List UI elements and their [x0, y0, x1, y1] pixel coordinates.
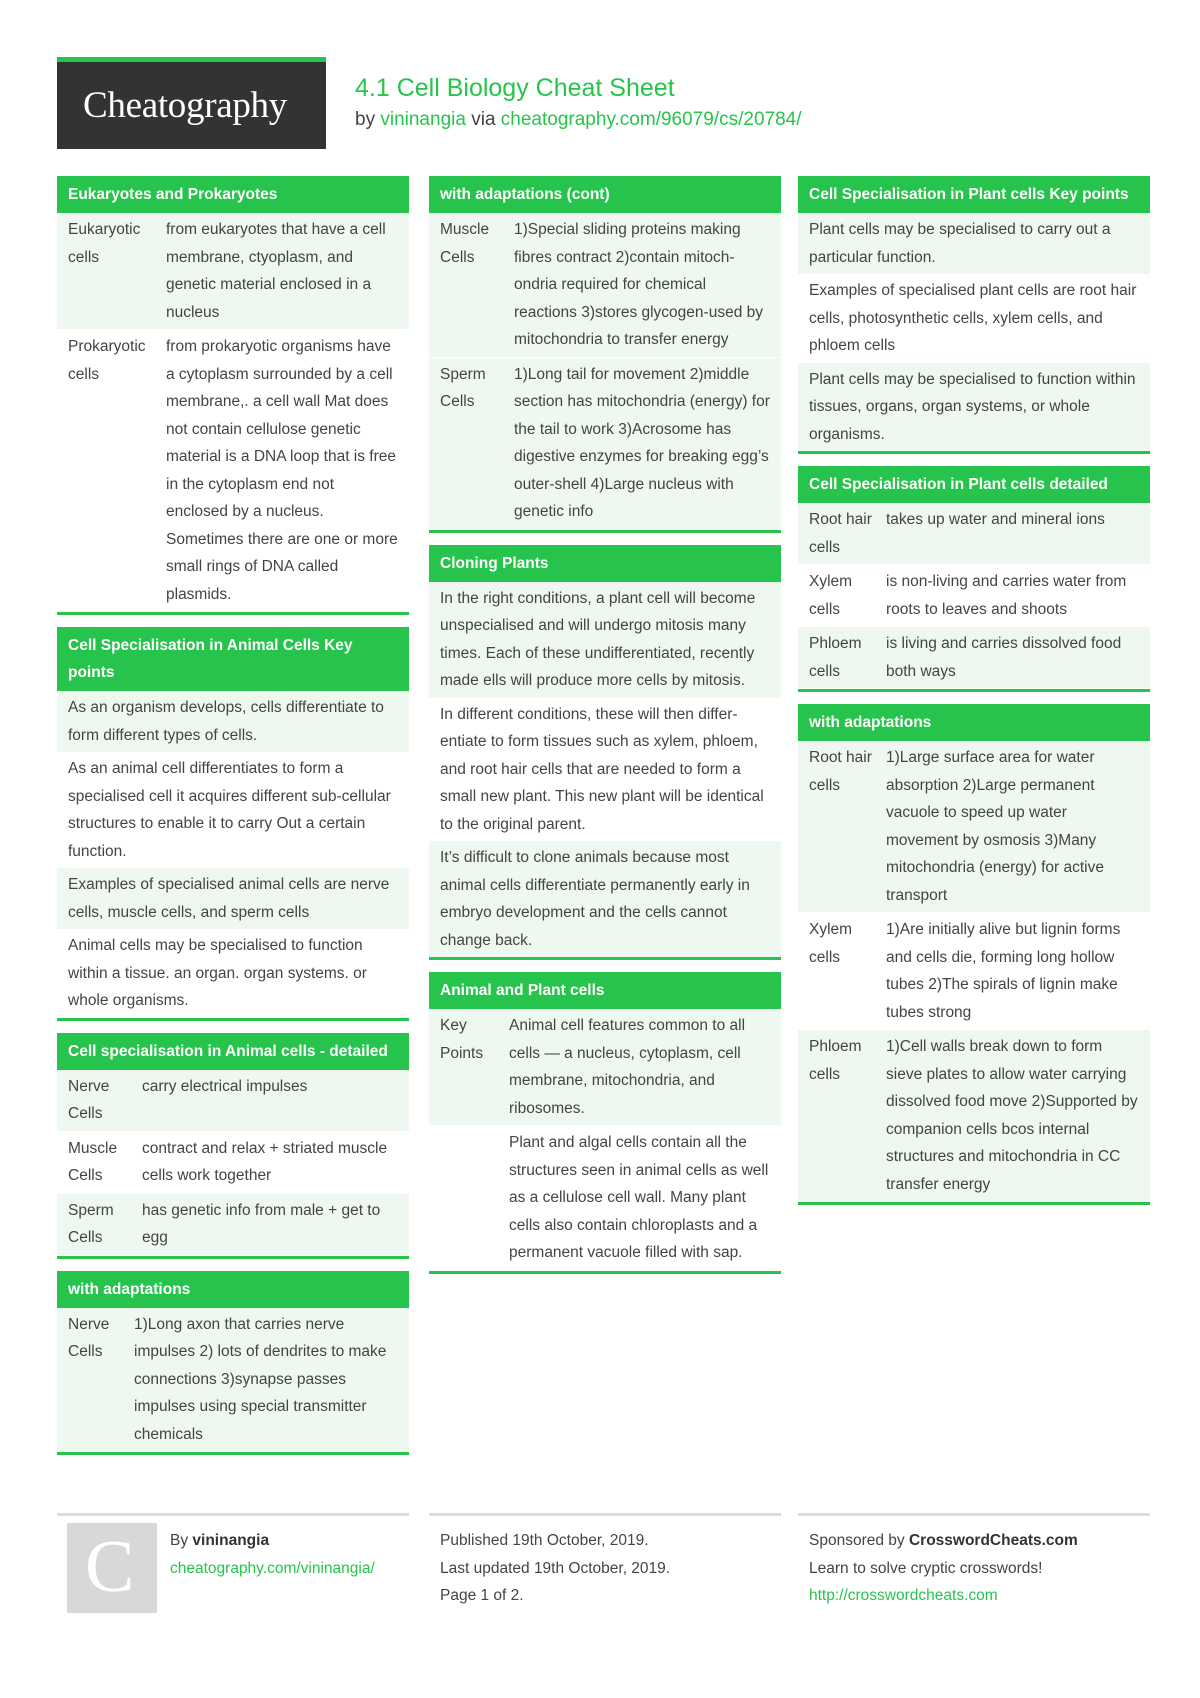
row-key — [440, 1129, 509, 1267]
row-key: Muscle Cells — [440, 221, 490, 266]
list-item: It’s difficult to clone animals because most animal cells differentiate permanently early in embryo development and the cells cannot change back. — [429, 841, 781, 957]
list-item: Examples of specialised plant cells are root hair cells, photosynthetic cells, xylem cells, and phloem cells — [809, 282, 1137, 354]
row-value: 1)Long axon that carries nerve impulses 2) lots of dendrites to make connections 3)synapse passes impulses using special transmitter chemicals — [134, 1315, 387, 1443]
row-value: 1)Large surface area for water absorption 2)Large permanent vacuole to speed up water movement by osmosis 3)Many mitochondria (energy) for active transport — [886, 749, 1104, 904]
sheet-url-link[interactable]: cheatography.com/96079/cs/20784/ — [500, 109, 802, 130]
table-row — [57, 330, 409, 612]
page-title: 4.1 Cell Biology Cheat Sheet — [355, 74, 675, 102]
row-key: Nerve Cells — [68, 1315, 110, 1360]
table-row — [798, 913, 1150, 1030]
table-row — [57, 1194, 409, 1256]
row-value: carry electrical impulses — [142, 1077, 308, 1095]
section-title: with adaptations — [798, 704, 1150, 741]
section-title: Animal and Plant cells — [429, 972, 781, 1009]
byline-via: via — [471, 109, 496, 130]
row-key: Root hair cells — [809, 511, 872, 556]
row-key: Eukaryotic cells — [68, 221, 141, 266]
table-row — [57, 213, 409, 330]
table-row — [57, 1132, 409, 1194]
section-plant-key-points — [798, 176, 1150, 454]
table-row — [429, 1009, 781, 1126]
sponsor-tagline: Learn to solve cryptic crosswords! — [809, 1559, 1043, 1577]
section-eukaryotes-prokaryotes — [57, 176, 409, 615]
list-item: Examples of specialised animal cells are nerve cells, muscle cells, and sperm cells — [57, 868, 409, 929]
sponsor-link[interactable]: http://crosswordcheats.com — [809, 1587, 998, 1604]
logo-text: Cheatography — [83, 85, 287, 126]
footer-divider — [429, 1513, 781, 1516]
list-item: Plant cells may be specialised to carry out a particular function. — [798, 213, 1150, 274]
row-key: Muscle Cells — [68, 1139, 118, 1184]
section-plant-detailed — [798, 466, 1150, 692]
section-title: Cell Specialisation in Plant cells Key points — [798, 176, 1150, 213]
column-2 — [429, 176, 781, 1286]
table-row — [429, 213, 781, 358]
list-item: In the right conditions, a plant cell will become unspecialised and will undergo mitosis many times. Each of these undifferentiated, recently made ells will produce more cells by mitosis. — [429, 582, 781, 698]
footer-by: By — [170, 1532, 189, 1549]
list-item: As an organism develops, cells differentiate to form different types of cells. — [57, 691, 409, 752]
sponsored-by: Sponsored by — [809, 1532, 905, 1549]
footer-sponsor — [809, 1527, 1078, 1610]
section-animal-key-points — [57, 627, 409, 1021]
row-value: is living and carries dissolved food both ways — [886, 635, 1122, 680]
list-item: As an animal cell differentiates to form a specialised cell it acquires different sub-cellular structures to enable it to carry Out a certain function. — [68, 760, 391, 860]
site-logo[interactable] — [57, 57, 326, 149]
section-animal-adaptations — [57, 1271, 409, 1456]
author-avatar[interactable] — [67, 1523, 157, 1613]
column-3 — [798, 176, 1150, 1217]
section-title: with adaptations (cont) — [429, 176, 781, 213]
row-key: Root hair cells — [809, 749, 872, 794]
sponsor-name: CrosswordCheats.com — [908, 1532, 1078, 1549]
row-value: has genetic info from male + get to egg — [142, 1201, 381, 1246]
list-item: Animal cells may be specialised to function within a tissue. an organ. organ systems. or whole organisms. — [68, 937, 367, 1009]
table-row — [57, 1070, 409, 1132]
table-row — [798, 1030, 1150, 1202]
row-key: Xylem cells — [809, 921, 853, 966]
row-key: Nerve Cells — [68, 1077, 110, 1122]
row-value: contract and relax + striated muscle cells work together — [142, 1139, 388, 1184]
row-key: Key Points — [440, 1017, 484, 1062]
row-value: 1)Special sliding proteins making fibres contract 2)contain mitochondria required for chemical reactions 3)stores glycogen-used by mitochondria to transfer energy — [514, 221, 763, 348]
footer-author-link[interactable]: cheatography.com/vininangia/ — [170, 1559, 375, 1577]
row-key: Prokaryotic cells — [68, 338, 146, 383]
section-title: Cell Specialisation in Plant cells detailed — [798, 466, 1150, 503]
row-value: is non-living and carries water from roots to leaves and shoots — [886, 573, 1127, 618]
footer-divider — [57, 1513, 409, 1516]
section-title: Cell Specialisation in Animal Cells Key points — [57, 627, 409, 691]
row-value: takes up water and mineral ions — [886, 511, 1105, 528]
row-key: Sperm Cells — [68, 1201, 114, 1246]
section-title: with adaptations — [57, 1271, 409, 1308]
row-key: Phloem cells — [809, 635, 862, 680]
row-value: 1)Are initially alive but lignin forms and cells die, forming long hollow tubes 2)The spirals of lignin make tubes strong — [886, 921, 1121, 1021]
section-plant-adaptations — [798, 704, 1150, 1205]
row-value: from prokaryotic organisms have a cytoplasm surrounded by a cell membrane,. a cell wall Mat does not contain cellulose genetic material is a DNA loop that is free in the cytoplasm end not enclosed by a nucleus. Sometimes there are one or more small rings of DNA called plasmids. — [166, 338, 398, 603]
list-item: In different conditions, these will then differentiate to form tissues such as xylem, phloem, and root hair cells that are needed to form a small new plant. This new plant will be identical to the original parent. — [440, 705, 764, 833]
row-value: Plant and algal cells contain all the structures seen in animal cells as well as a cellulose cell wall. Many plant cells also contain chloroplasts and a permanent vacuole filled with sap. — [509, 1134, 769, 1261]
section-animal-detailed — [57, 1033, 409, 1259]
table-row — [798, 741, 1150, 913]
row-key: Phloem cells — [809, 1038, 862, 1083]
section-title: Cloning Plants — [429, 545, 781, 582]
column-1 — [57, 176, 409, 1467]
updated-date: Last updated 19th October, 2019. — [440, 1559, 671, 1577]
list-item: Plant cells may be specialised to function within tissues, organs, organ systems, or whole organisms. — [798, 363, 1150, 452]
footer-author — [170, 1527, 375, 1582]
table-row — [429, 1126, 781, 1271]
table-row — [429, 358, 781, 530]
section-title: Eukaryotes and Prokaryotes — [57, 176, 409, 213]
row-key: Sperm Cells — [440, 365, 486, 410]
section-adaptations-cont — [429, 176, 781, 533]
author-link[interactable]: vininangia — [380, 109, 466, 130]
byline-by: by — [355, 109, 376, 130]
row-value: from eukaryotes that have a cell membrane, ctyoplasm, and genetic material enclosed in a nucleus — [166, 221, 386, 321]
table-row — [57, 1308, 409, 1453]
table-row — [798, 627, 1150, 689]
footer-publish-info — [440, 1527, 670, 1610]
row-value: Animal cell features common to all cells — a nucleus, cytoplasm, cell membrane, mitochondria, and ribosomes. — [509, 1017, 746, 1117]
table-row — [798, 565, 1150, 627]
row-value: 1)Cell walls break down to form sieve plates to allow water carrying dissolved food move 2)Supported by companion cells bcos internal structures and mitochondria in CC transfer energy — [886, 1038, 1138, 1193]
footer-author-name: vininangia — [192, 1532, 270, 1549]
footer-divider — [798, 1513, 1150, 1516]
published-date: Published 19th October, 2019. — [440, 1532, 649, 1549]
byline — [355, 109, 802, 131]
section-title: Cell specialisation in Animal cells - detailed — [57, 1033, 409, 1070]
avatar-letter: C — [85, 1526, 135, 1608]
table-row — [798, 503, 1150, 565]
row-value: 1)Long tail for movement 2)middle section has mitochondria (energy) for the tail to work 3)Acrosome has digestive enzymes for breaking egg’s outer-shell 4)Large nucleus with genetic info — [514, 365, 770, 520]
section-animal-plant-cells — [429, 972, 781, 1274]
page-number: Page 1 of 2. — [440, 1587, 524, 1604]
row-key: Xylem cells — [809, 573, 853, 618]
section-cloning-plants — [429, 545, 781, 961]
